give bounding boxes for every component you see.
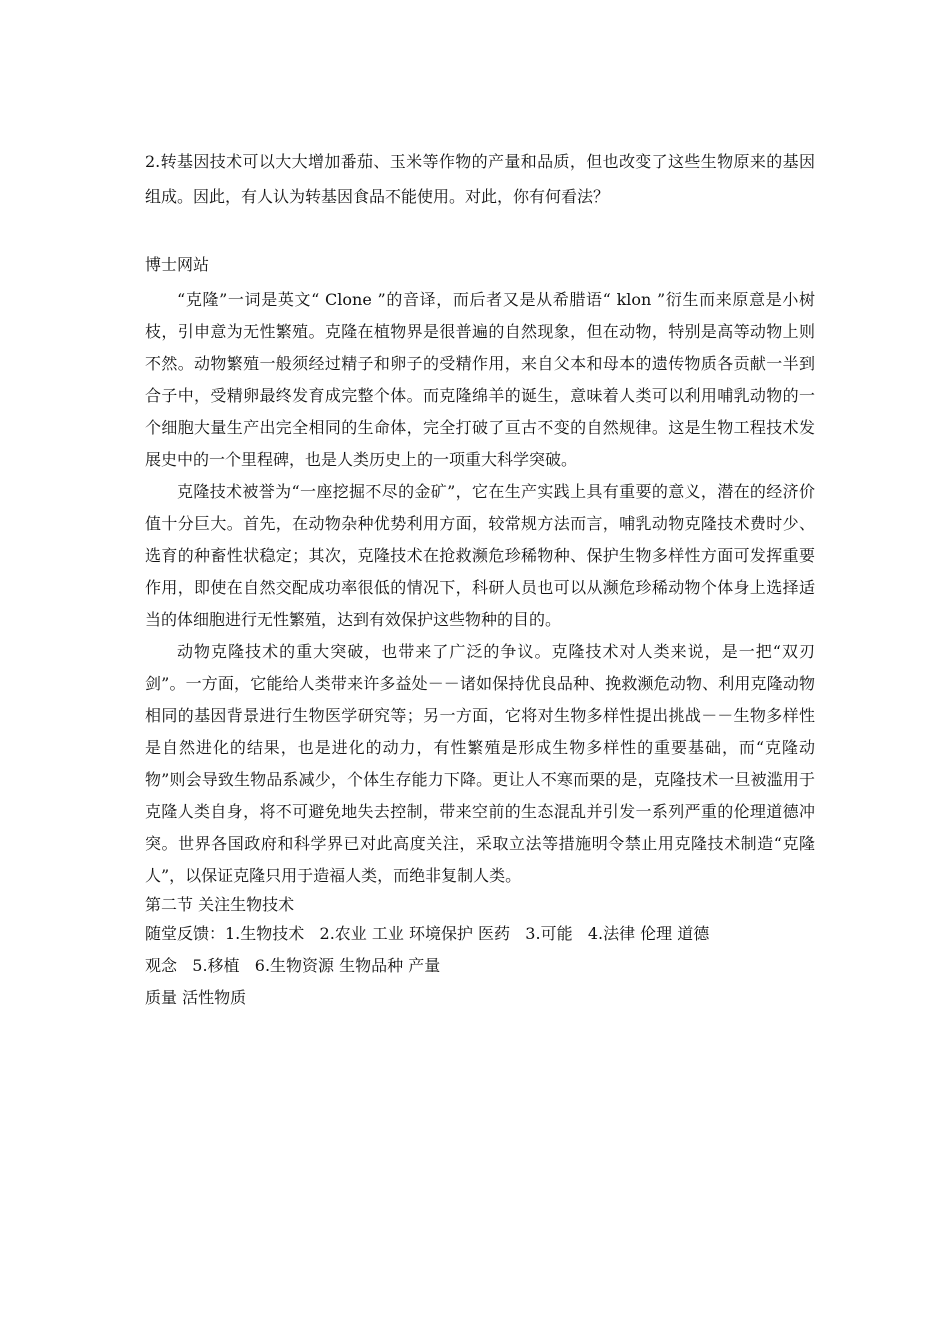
feedback-answers [145, 918, 815, 1014]
answers-line-3: 质量 活性物质 [145, 988, 247, 1007]
section-title-biotech: 第二节 关注生物技术 [145, 895, 295, 914]
paragraph-clone-definition: “克隆”一词是英文“ Clone ”的音译，而后者又是从希腊语“ klon ”衍生而来原意是小树枝，引申意为无性繁殖。克隆在植物界是很普遍的自然现象，但在动物，特别是高等动物上则不然。动物繁殖一般须经过精子和卵子的受精作用，来自父本和母本的遗传物质各贡献一半到合子中，受精卵最终发育成完整个体。而克隆绵羊的诞生，意味着人类可以利用哺乳动物的一个细胞大量生产出完全相同的生命体，完全打破了亘古不变的自然规律。这是生物工程技术发展史中的一个里程碑，也是人类历史上的一项重大科学突破。 [145, 290, 815, 469]
document-page [145, 144, 815, 1014]
section-title-boshi-site: 博士网站 [145, 255, 210, 274]
answers-line-1: 随堂反馈：1.生物技术 2.农业 工业 环境保护 医药 3.可能 4.法律 伦理 道德 [145, 924, 710, 943]
paragraph-clone-controversy: 动物克隆技术的重大突破，也带来了广泛的争议。克隆技术对人类来说，是一把“双刃剑”。一方面，它能给人类带来许多益处－－诸如保持优良品种、挽救濒危动物、利用克隆动物相同的基因背景进行生物医学研究等；另一方面，它将对生物多样性提出挑战－－生物多样性是自然进化的结果，也是进化的动力，有性繁殖是形成生物多样性的重要基础，而“克隆动物”则会导致生物品系减少，个体生存能力下降。更让人不寒而栗的是，克隆技术一旦被滥用于克隆人类自身，将不可避免地失去控制，带来空前的生态混乱并引发一系列严重的伦理道德冲突。世界各国政府和科学界已对此高度关注，采取立法等措施明令禁止用克隆技术制造“克隆人”，以保证克隆只用于造福人类，而绝非复制人类。 [145, 642, 815, 885]
paragraph-clone-value: 克隆技术被誉为“一座挖掘不尽的金矿”，它在生产实践上具有重要的意义，潜在的经济价值十分巨大。首先，在动物杂种优势利用方面，较常规方法而言，哺乳动物克隆技术费时少、选育的种畜性状稳定；其次，克隆技术在抢救濒危珍稀物种、保护生物多样性方面可发挥重要作用，即使在自然交配成功率很低的情况下，科研人员也可以从濒危珍稀动物个体身上选择适当的体细胞进行无性繁殖，达到有效保护这些物种的目的。 [145, 482, 815, 629]
answers-line-2: 观念 5.移植 6.生物资源 生物品种 产量 [145, 956, 441, 975]
question-2: 2.转基因技术可以大大增加番茄、玉米等作物的产量和品质，但也改变了这些生物原来的基因组成。因此，有人认为转基因食品不能使用。对此，你有何看法？ [145, 152, 815, 206]
